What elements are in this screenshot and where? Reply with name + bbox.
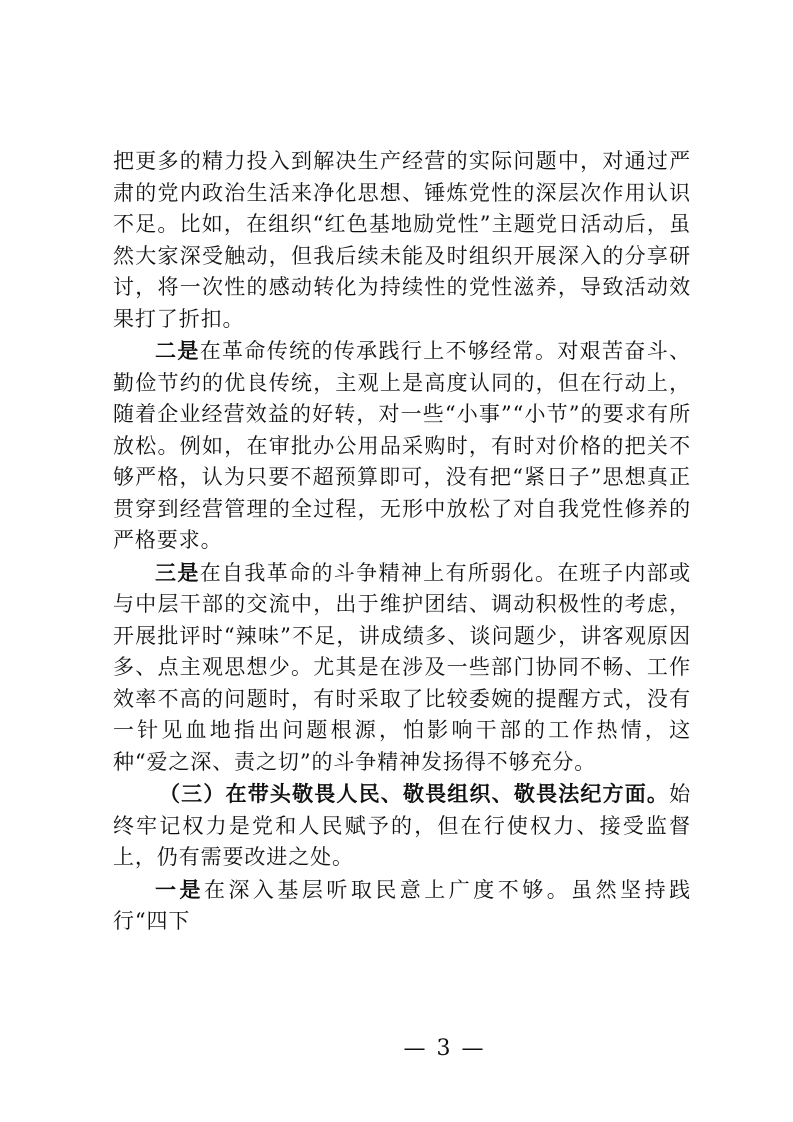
paragraph-continuation — [113, 146, 691, 335]
page-number-footer — [0, 1036, 793, 1061]
paragraph-lead: 二是 — [155, 338, 200, 363]
paragraph-text: 始终牢记权力是党和人民赋予的，但在行使权力、接受监督上，仍有需要改进之处。 — [113, 782, 691, 869]
paragraph-text: 把更多的精力投入到解决生产经营的实际问题中，对通过严肃的党内政治生活来净化思想、锤炼党性的深层次作用认识不足。比如，在组织“红色基地励党性”主题党日活动后，虽然大家深受触动，但我后续未能及时组织开展深入的分享研讨，将一次性的感动转化为持续性的党性滋养，导致活动效果打了折扣。 — [113, 149, 691, 331]
paragraph-lead: 一是 — [155, 876, 204, 902]
document-body — [113, 146, 691, 938]
paragraph-text: 在深入基层听取民意上广度不够。虽然坚持践行“四下 — [113, 877, 691, 933]
page-number: — 3 — — [403, 1036, 486, 1061]
paragraph-lead: 三是 — [155, 559, 200, 585]
paragraph-point-two — [113, 335, 691, 557]
section-heading-paragraph — [113, 778, 691, 874]
paragraph-text: 在自我革命的斗争精神上有所弱化。在班子内部或与中层干部的交流中，出于维护团结、调动积极性的考虑，开展批评时“辣味”不足，讲成绩多、谈问题少，讲客观原因多、点主观思想少。尤其是在涉及一些部门协同不畅、工作效率不高的问题时，有时采取了比较委婉的提醒方式，没有一针见血地指出问题根源，怕影响干部的工作热情，这种“爱之深、责之切”的斗争精神发扬得不够充分。 — [113, 560, 691, 774]
section-heading: （三）在带头敬畏人民、敬畏组织、敬畏法纪方面。 — [159, 781, 670, 806]
paragraph-text: 在革命传统的传承践行上不够经常。对艰苦奋斗、勤俭节约的优良传统，主观上是高度认同的，但在行动上，随着企业经营效益的好转，对一些“小事”“小节”的要求有所放松。例如，在审批办公用品采购时，有时对价格的把关不够严格，认为只要不超预算即可，没有把“紧日子”思想真正贯穿到经营管理的全过程，无形中放松了对自我党性修养的严格要求。 — [113, 339, 691, 552]
paragraph-point-three — [113, 557, 691, 779]
paragraph-point-one — [113, 874, 691, 938]
